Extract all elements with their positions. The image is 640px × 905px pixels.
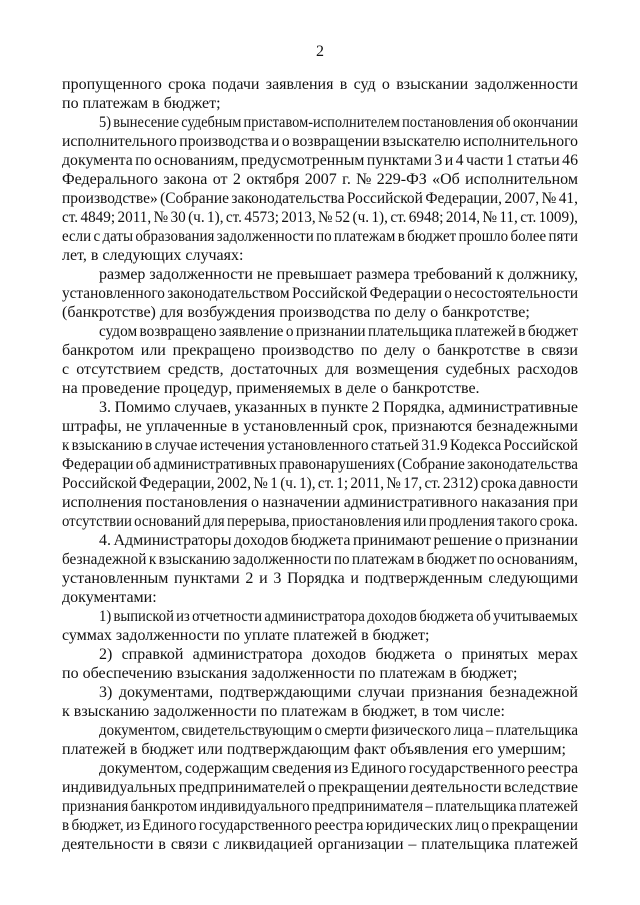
text-line <box>62 208 578 227</box>
text-line <box>62 721 578 740</box>
text-line-content: производстве» (Собрание законодательства Российской Федерации, 2007, № 41, <box>62 190 578 207</box>
text-line-content: установленным пунктами 2 и 3 Порядка и подтвержденным следующими <box>62 570 578 587</box>
text-line-content: к взысканию в случае истечения установленного статьей 31.9 Кодекса Российской <box>62 437 578 454</box>
text-line-content: Федерального закона от 2 октября 2007 г. № 229-ФЗ «Об исполнительном <box>62 171 578 188</box>
text-line-content: исполнения постановления о назначении административного наказания при <box>62 494 578 511</box>
text-line-content: документом, содержащим сведения из Единого государственного реестра <box>99 760 578 777</box>
text-line <box>62 360 578 379</box>
text-line-content: на проведение процедур, применяемых в деле о банкротстве. <box>62 380 480 397</box>
text-line-content: 4. Администраторы доходов бюджета принимают решение о признании <box>99 532 578 549</box>
text-line-content: платежей в бюджет или подтверждающим факт объявления его умершим; <box>62 741 566 758</box>
text-line-content: документом, свидетельствующим о смерти физического лица – плательщика <box>99 722 578 739</box>
text-line <box>62 740 578 759</box>
text-line <box>62 398 578 417</box>
text-line <box>62 835 578 854</box>
text-line-content: отсутствии оснований для перерыва, приостановления или продления такого срока. <box>62 513 578 530</box>
text-line-content: штрафы, не уплаченные в установленный срок, признаются безнадежными <box>62 418 578 435</box>
text-line-content: 3. Помимо случаев, указанных в пункте 2 Порядка, административные <box>99 399 578 416</box>
text-line <box>62 778 578 797</box>
text-line <box>62 493 578 512</box>
text-line-content: исполнительного производства и о возвращении взыскателю исполнительного <box>62 133 578 150</box>
text-line-content: документами: <box>62 589 157 606</box>
text-line <box>62 550 578 569</box>
text-line-content: безнадежной к взысканию задолженности по платежам в бюджет по основаниям, <box>62 551 578 568</box>
text-line <box>62 797 578 816</box>
text-line <box>62 645 578 664</box>
text-line <box>62 322 578 341</box>
text-line <box>62 265 578 284</box>
text-line-content: суммах задолженности по уплате платежей в бюджет; <box>62 627 430 644</box>
text-line-content: индивидуальных предпринимателей о прекращении деятельности вследствие <box>62 779 578 796</box>
text-line <box>62 113 578 132</box>
text-line <box>62 702 578 721</box>
text-line <box>62 683 578 702</box>
text-line-content: признания банкротом индивидуального предпринимателя – плательщика платежей <box>62 798 578 815</box>
text-line-content: по обеспечению взыскания задолженности по платежам в бюджет; <box>62 665 518 682</box>
text-line-content: судом возвращено заявление о признании плательщика платежей в бюджет <box>99 323 578 340</box>
text-line-content: с отсутствием средств, достаточных для возмещения судебных расходов <box>62 361 578 378</box>
text-line-content: 3) документами, подтверждающими случаи признания безнадежной <box>99 684 578 701</box>
text-line-content: банкротом или прекращено производство по делу о банкротстве в связи <box>62 342 578 359</box>
text-line-content: документа по основаниям, предусмотренным пунктами 3 и 4 части 1 статьи 46 <box>62 152 578 169</box>
text-line <box>62 284 578 303</box>
text-line-content: пропущенного срока подачи заявления в суд о взыскании задолженности <box>62 76 578 93</box>
text-line <box>62 94 578 113</box>
text-line <box>62 759 578 778</box>
text-line-content: в бюджет, из Единого государственного реестра юридических лиц о прекращении <box>62 817 578 834</box>
text-line <box>62 417 578 436</box>
text-line <box>62 607 578 626</box>
text-line-content: (банкротстве) для возбуждения производства по делу о банкротстве; <box>62 304 530 321</box>
text-line-content: деятельности в связи с ликвидацией организации – плательщика платежей <box>62 836 578 853</box>
text-line-content: по платежам в бюджет; <box>62 95 221 112</box>
text-line <box>62 664 578 683</box>
text-line <box>62 531 578 550</box>
text-line <box>62 341 578 360</box>
text-line-content: размер задолженности не превышает размера требований к должнику, <box>99 266 578 283</box>
text-line <box>62 227 578 246</box>
text-line-content: 2) справкой администратора доходов бюджета о принятых мерах <box>99 646 578 663</box>
text-line-content: лет, в следующих случаях: <box>62 247 244 264</box>
text-line <box>62 512 578 531</box>
text-line <box>62 569 578 588</box>
text-line <box>62 132 578 151</box>
text-line-content: Федерации об административных правонарушениях (Собрание законодательства <box>62 456 578 473</box>
text-line-content: установленного законодательством Российской Федерации о несостоятельности <box>62 285 578 302</box>
text-line <box>62 303 578 322</box>
text-line <box>62 816 578 835</box>
text-line <box>62 75 578 94</box>
text-line <box>62 455 578 474</box>
text-line <box>62 626 578 645</box>
text-line <box>62 474 578 493</box>
text-line <box>62 379 578 398</box>
text-line-content: Российской Федерации, 2002, № 1 (ч. 1), ст. 1; 2011, № 17, ст. 2312) срока давности <box>62 475 578 492</box>
text-line <box>62 436 578 455</box>
page-number: 2 <box>316 43 324 60</box>
text-line <box>62 151 578 170</box>
text-line <box>62 170 578 189</box>
text-line-content: ст. 4849; 2011, № 30 (ч. 1), ст. 4573; 2013, № 52 (ч. 1), ст. 6948; 2014, № 11, ст. 1009), <box>62 209 578 226</box>
text-line <box>62 588 578 607</box>
text-line-content: к взысканию задолженности по платежам в бюджет, в том числе: <box>62 703 505 720</box>
document-body <box>62 75 578 854</box>
text-line <box>62 189 578 208</box>
text-line-content: если с даты образования задолженности по платежам в бюджет прошло более пяти <box>62 228 578 245</box>
text-line-content: 1) выпиской из отчетности администратора доходов бюджета об учитываемых <box>99 608 578 625</box>
text-line <box>62 246 578 265</box>
text-line-content: 5) вынесение судебным приставом-исполнителем постановления об окончании <box>99 114 578 131</box>
